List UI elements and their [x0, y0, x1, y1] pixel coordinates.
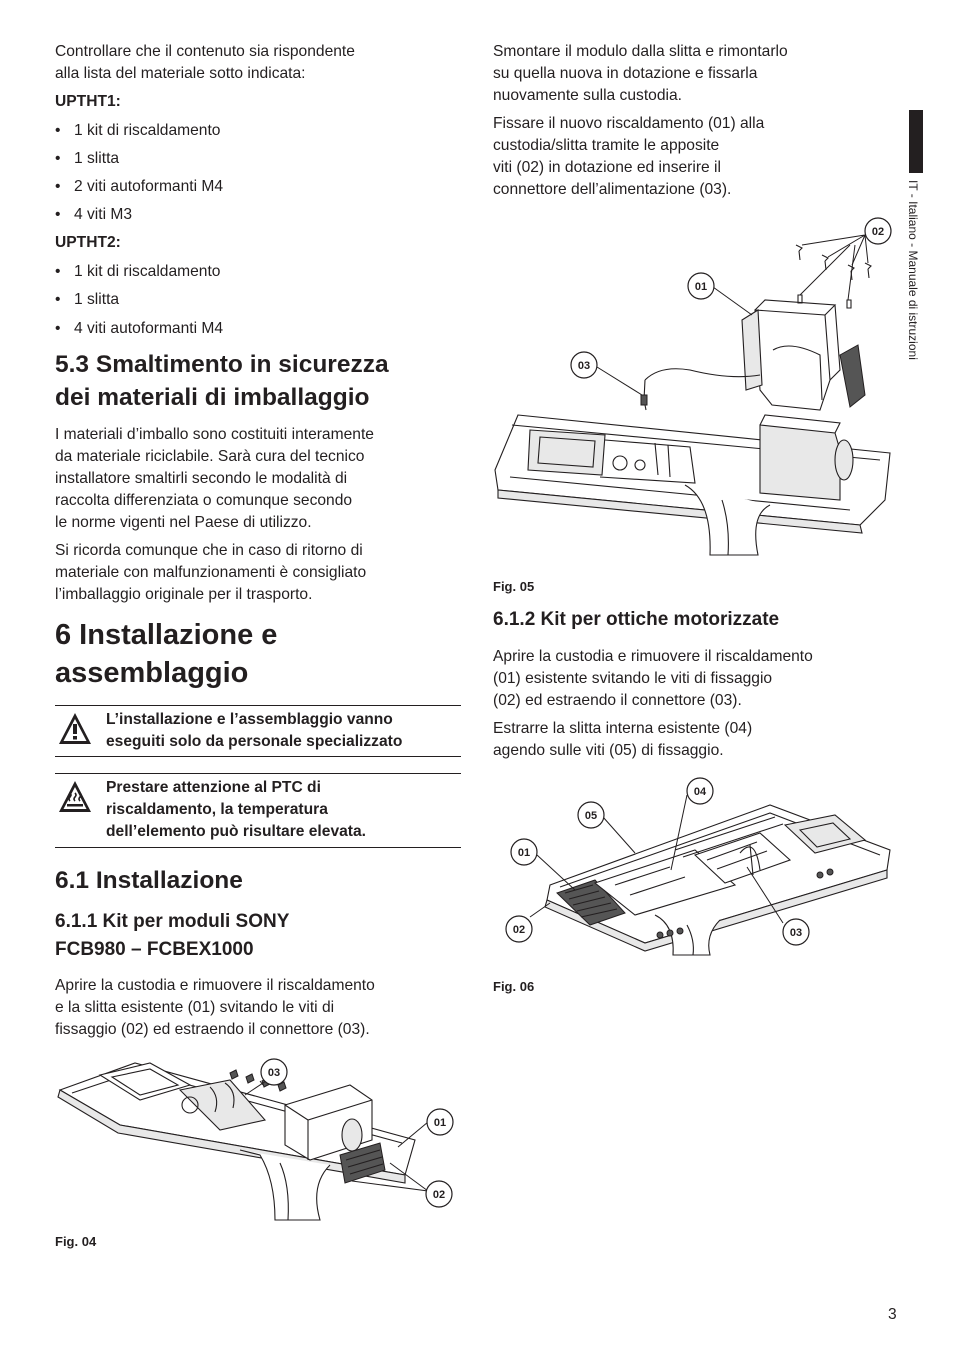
warning-text: L’installazione e l’assemblaggio vanno eseguiti solo da personale specializzato: [106, 711, 403, 750]
warning-text: Prestare attenzione al PTC di riscaldamento, la temperatura dell’elemento può risultare elevata.: [106, 779, 366, 840]
svg-text:02: 02: [871, 226, 885, 238]
callout-03: [571, 352, 642, 395]
section-heading-5-3: 5.3 Smaltimento in sicurezza dei materiali di imballaggio: [55, 351, 389, 411]
upt1-title: UPTHT1:: [55, 93, 121, 110]
paragraph-fix-heater: Fissare il nuovo riscaldamento (01) alla custodia/slitta tramite le apposite viti (02) in dotazione ed inserire il connettore dell’alimentazione (03).: [493, 115, 765, 198]
figure-04-caption: Fig. 04: [55, 1234, 97, 1249]
paragraph-6-1-2-a: Aprire la custodia e rimuovere il riscaldamento (01) esistente svitando le viti di fissaggio (02) ed estraendo il connettore (03).: [493, 648, 813, 709]
figure-05: [490, 215, 900, 565]
svg-text:01: 01: [433, 1117, 447, 1129]
paragraph-reassemble: Smontare il modulo dalla slitta e rimontarlo su quella nuova in dotazione e fissarla nuovamente sulla custodia.: [493, 43, 788, 104]
housing-drawing: [58, 1063, 415, 1220]
language-tab-marker: [909, 110, 923, 173]
svg-text:02: 02: [432, 1189, 446, 1201]
subsection-heading-6-1-1: 6.1.1 Kit per moduli SONY FCB980 – FCBEX1000: [55, 911, 290, 960]
svg-text:03: 03: [577, 360, 591, 372]
page-number: 3: [888, 1306, 897, 1323]
svg-text:01: 01: [694, 281, 708, 293]
intro-paragraph: Controllare che il contenuto sia rispondente alla lista del materiale sotto indicata:: [55, 43, 355, 82]
hot-surface-icon: [57, 779, 93, 815]
svg-text:03: 03: [267, 1067, 281, 1079]
subsection-heading-6-1-2: 6.1.2 Kit per ottiche motorizzate: [493, 609, 780, 630]
figure-06-caption: Fig. 06: [493, 979, 535, 994]
chapter-heading-6: 6 Installazione e assemblaggio: [55, 619, 278, 689]
warning-triangle-icon: [57, 711, 93, 747]
warning-box-specialist: [55, 705, 461, 757]
svg-text:02: 02: [512, 924, 526, 936]
paragraph-5-3-b: Si ricorda comunque che in caso di ritorno di materiale con malfunzionamenti è consigliato l’imballaggio originale per il trasporto.: [55, 542, 367, 603]
svg-text:01: 01: [517, 847, 531, 859]
figure-06: [495, 775, 905, 960]
side-language-label: IT - Italiano - Manuale di istruzioni: [906, 180, 920, 360]
upt2-title: UPTHT2:: [55, 234, 121, 251]
callout-01: [688, 273, 752, 315]
svg-text:05: 05: [584, 810, 598, 822]
warning-box-hot: [55, 773, 461, 848]
svg-text:04: 04: [693, 786, 707, 798]
section-heading-6-1: 6.1 Installazione: [55, 867, 243, 894]
svg-text:03: 03: [789, 927, 803, 939]
paragraph-6-1-1: Aprire la custodia e rimuovere il riscaldamento e la slitta esistente (01) svitando le viti di fissaggio (02) ed estraendo il connettore (03).: [55, 977, 375, 1038]
callout-02: [506, 903, 550, 942]
callout-05: [578, 802, 635, 853]
housing-drawing: [545, 805, 890, 955]
figure-05-caption: Fig. 05: [493, 579, 535, 594]
figure-04: [50, 1055, 470, 1225]
paragraph-6-1-2-b: Estrarre la slitta interna esistente (04) agendo sulle viti (05) di fissaggio.: [493, 720, 753, 759]
callout-02: [800, 218, 891, 300]
paragraph-5-3-a: I materiali d’imballo sono costituiti interamente da materiale riciclabile. Sarà cura del tecnico installatore smaltirli secondo le modalità di raccolta differenziata o comunque secondo le norme vigenti nel Paese di utilizzo.: [55, 426, 374, 531]
